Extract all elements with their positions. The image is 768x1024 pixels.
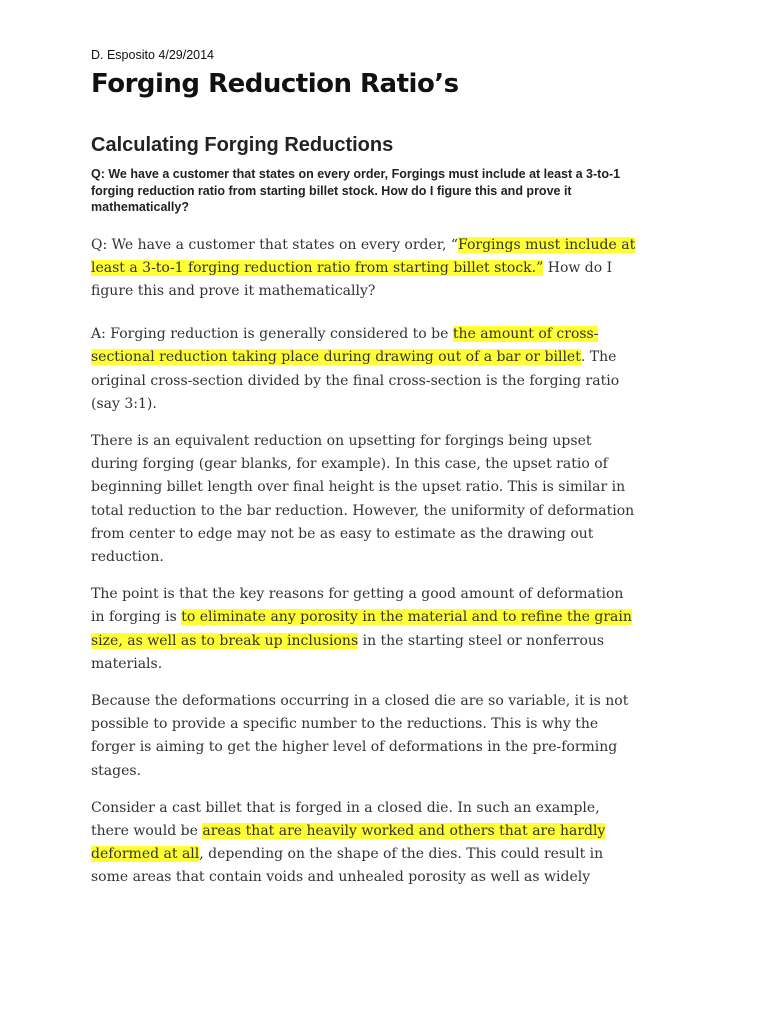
key-reasons-text: The point is that the key reasons for getting a good amount of deformation in forging is — [91, 586, 624, 626]
question-paragraph — [91, 234, 639, 304]
question-highlight: Forgings must include at least a 3-to-1 forging reduction ratio from starting billet stock.” — [91, 236, 636, 276]
cast-billet-paragraph — [91, 797, 639, 890]
answer-paragraph — [91, 323, 639, 416]
document-title: Forging Reduction Ratio’s — [91, 69, 459, 99]
closed-die-paragraph: Because the deformations occurring in a closed die are so variable, it is not possible to provide a specific number to the reductions. This is why the forger is aiming to get the higher level of deformations in the pre-forming stages. — [91, 692, 629, 779]
byline: D. Esposito 4/29/2014 — [91, 48, 214, 62]
key-reasons-paragraph — [91, 583, 639, 676]
question-text-end: How do I figure this and prove it mathematically? — [91, 259, 613, 299]
upsetting-paragraph: There is an equivalent reduction on upsetting for forgings being upset during forging (gear blanks, for example). In this case, the upset ratio of beginning billet length over final height is the upset ratio. This is similar in total reduction to the bar reduction. However, the uniformity of deformation from center to edge may not be as easy to estimate as the drawing out reduction. — [91, 432, 635, 565]
cast-billet-text-end: , depending on the shape of the dies. This could result in some areas that contain voids and unhealed porosity as well as widely — [91, 846, 604, 886]
section-heading: Calculating Forging Reductions — [91, 134, 394, 156]
answer-highlight: the amount of cross-sectional reduction taking place during drawing out of a bar or billet — [91, 326, 599, 366]
cast-billet-highlight: areas that are heavily worked and others that are hardly deformed at all — [91, 822, 606, 863]
answer-text-end: . The original cross-section divided by the final cross-section is the forging ratio (say 3:1). — [91, 349, 620, 412]
answer-text: A: Forging reduction is generally considered to be — [91, 326, 453, 343]
key-reasons-text-end: in the starting steel or nonferrous materials. — [91, 632, 605, 672]
key-reasons-highlight: to eliminate any porosity in the material and to refine the grain size, as well as to break up inclusions — [91, 609, 632, 649]
cast-billet-text: Consider a cast billet that is forged in a closed die. In such an example, there would be — [91, 799, 600, 839]
question-summary: Q: We have a customer that states on every order, Forgings must include at least a 3-to-1 forging reduction ratio from starting billet stock. How do I figure this and prove it mathematically? — [91, 167, 621, 214]
question-text: Q: We have a customer that states on every order, “ — [91, 236, 459, 253]
document-page — [91, 46, 639, 890]
